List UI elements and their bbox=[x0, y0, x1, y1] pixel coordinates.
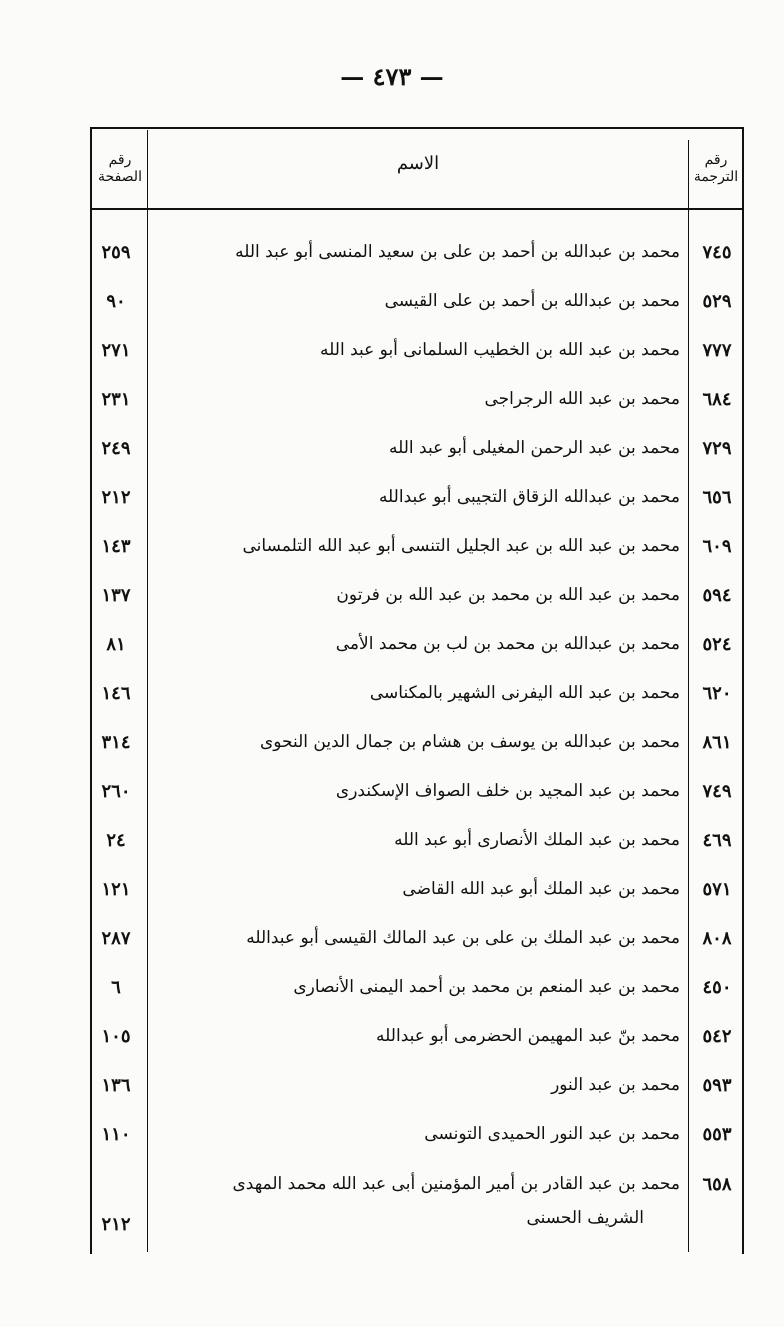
table-row bbox=[0, 724, 784, 764]
page-reference: ١٢١ bbox=[101, 879, 131, 900]
page-reference: ١١٠ bbox=[101, 1124, 131, 1145]
page-reference: ١٣٧ bbox=[101, 585, 131, 606]
entry-number: ٦٥٦ bbox=[702, 487, 732, 508]
table-row bbox=[0, 381, 784, 421]
person-name: محمد بن عبد الله الرجراجى bbox=[484, 389, 680, 409]
entry-number: ٨٦١ bbox=[702, 732, 732, 753]
table-row bbox=[0, 430, 784, 470]
person-name-line-1: محمد بن عبد القادر بن أمير المؤمنين أبى عبد الله محمد المهدى bbox=[232, 1174, 680, 1194]
table-row bbox=[0, 283, 784, 323]
person-name: محمد بن عبدالله الزقاق التجيبى أبو عبدالله bbox=[378, 487, 680, 507]
header-page: رقم الصفحة bbox=[98, 152, 142, 185]
entry-number: ٤٦٩ bbox=[702, 830, 732, 851]
table-row bbox=[0, 920, 784, 960]
page-reference: ٢١٢ bbox=[101, 1214, 131, 1235]
page-reference: ٩٠ bbox=[106, 291, 126, 312]
entry-number: ٧٤٩ bbox=[702, 781, 732, 802]
person-name: محمد بن عبد الرحمن المغيلى أبو عبد الله bbox=[388, 438, 680, 458]
page-reference: ١٤٦ bbox=[101, 683, 131, 704]
person-name-line-2: الشريف الحسنى bbox=[526, 1208, 644, 1228]
page-reference: ١٠٥ bbox=[101, 1026, 131, 1047]
table-row bbox=[0, 822, 784, 862]
entry-number: ٥٢٤ bbox=[702, 634, 732, 655]
page-reference: ٣١٤ bbox=[101, 732, 131, 753]
table-row bbox=[0, 234, 784, 274]
person-name: محمد بن عبدالله بن أحمد بن على القيسى bbox=[384, 291, 680, 311]
person-name: محمد بن عبد الله بن محمد بن عبد الله بن فرتون bbox=[336, 585, 680, 605]
entry-number: ٥٤٢ bbox=[702, 1026, 732, 1047]
person-name: محمد بن عبدالله بن يوسف بن هشام بن جمال الدين النحوى bbox=[259, 732, 680, 752]
table-row bbox=[0, 1018, 784, 1058]
person-name: محمد بن عبد الله بن عبد الجليل التنسى أبو عبد الله التلمسانى bbox=[242, 536, 680, 556]
page-reference: ٢٦٠ bbox=[101, 781, 131, 802]
page-reference: ٢٤٩ bbox=[101, 438, 131, 459]
person-name: محمد بن عبد الله بن الخطيب السلمانى أبو عبد الله bbox=[320, 340, 680, 360]
person-name: محمد بن عبد الملك الأنصارى أبو عبد الله bbox=[394, 830, 680, 850]
table-row bbox=[0, 675, 784, 715]
entry-number: ٦٥٨ bbox=[702, 1174, 732, 1195]
page-reference: ٢٧١ bbox=[101, 340, 131, 361]
table-row bbox=[0, 332, 784, 372]
table-top-rule bbox=[90, 127, 744, 129]
person-name: محمد بن عبد الملك أبو عبد الله القاضى bbox=[402, 879, 680, 899]
page-reference: ٦ bbox=[111, 977, 121, 998]
header-name: الاسم bbox=[396, 153, 440, 174]
table-row bbox=[0, 1116, 784, 1156]
entry-number: ٦٨٤ bbox=[702, 389, 732, 410]
page-reference: ١٤٣ bbox=[101, 536, 131, 557]
page-reference: ٢٣١ bbox=[101, 389, 131, 410]
page-reference: ٢٨٧ bbox=[101, 928, 131, 949]
entry-number: ٥٩٤ bbox=[702, 585, 732, 606]
person-name: محمد بن عبد المجيد بن خلف الصواف الإسكندرى bbox=[335, 781, 680, 801]
person-name: محمد بن عبدالله بن محمد بن لب بن محمد الأمى bbox=[335, 634, 680, 654]
page-reference: ٢١٢ bbox=[101, 487, 131, 508]
table-row bbox=[0, 626, 784, 666]
person-name: محمد بن عبد النور الحميدى التونسى bbox=[424, 1124, 680, 1144]
table-row bbox=[0, 1166, 784, 1246]
table-row bbox=[0, 528, 784, 568]
header-entry-number: رقم الترجمة bbox=[693, 152, 739, 185]
entry-number: ٦٢٠ bbox=[702, 683, 732, 704]
entry-number: ٥٢٩ bbox=[702, 291, 732, 312]
entry-number: ٧٤٥ bbox=[702, 242, 732, 263]
page-reference: ٨١ bbox=[106, 634, 126, 655]
person-name: محمد بن عبد الله اليفرنى الشهير بالمكناسى bbox=[369, 683, 680, 703]
person-name: محمد بن عبد النور bbox=[551, 1075, 680, 1095]
person-name: محمد بن عبد الملك بن على بن عبد المالك القيسى أبو عبدالله bbox=[246, 928, 680, 948]
page-reference: ١٣٦ bbox=[101, 1075, 131, 1096]
page-number: — ٤٧٣ — bbox=[340, 62, 444, 91]
entry-number: ٤٥٠ bbox=[702, 977, 732, 998]
header-bottom-rule bbox=[90, 208, 744, 210]
table-row bbox=[0, 773, 784, 813]
person-name: محمد بن عبدالله بن أحمد بن على بن سعيد المنسى أبو عبد الله bbox=[235, 242, 680, 262]
entry-number: ٥٥٣ bbox=[702, 1124, 732, 1145]
page-reference: ٢٥٩ bbox=[101, 242, 131, 263]
table-row bbox=[0, 969, 784, 1009]
entry-number: ٥٩٣ bbox=[702, 1075, 732, 1096]
person-name: محمد بنّ عبد المهيمن الحضرمى أبو عبدالله bbox=[376, 1026, 680, 1046]
entry-number: ٧٢٩ bbox=[702, 438, 732, 459]
table-row bbox=[0, 1067, 784, 1107]
table-row bbox=[0, 479, 784, 519]
page-reference: ٢٤ bbox=[106, 830, 126, 851]
entry-number: ٥٧١ bbox=[702, 879, 732, 900]
entry-number: ٦٠٩ bbox=[702, 536, 732, 557]
entry-number: ٨٠٨ bbox=[702, 928, 732, 949]
table-row bbox=[0, 577, 784, 617]
person-name: محمد بن عبد المنعم بن محمد بن أحمد اليمنى الأنصارى bbox=[293, 977, 680, 997]
entry-number: ٧٧٧ bbox=[702, 340, 732, 361]
table-row bbox=[0, 871, 784, 911]
